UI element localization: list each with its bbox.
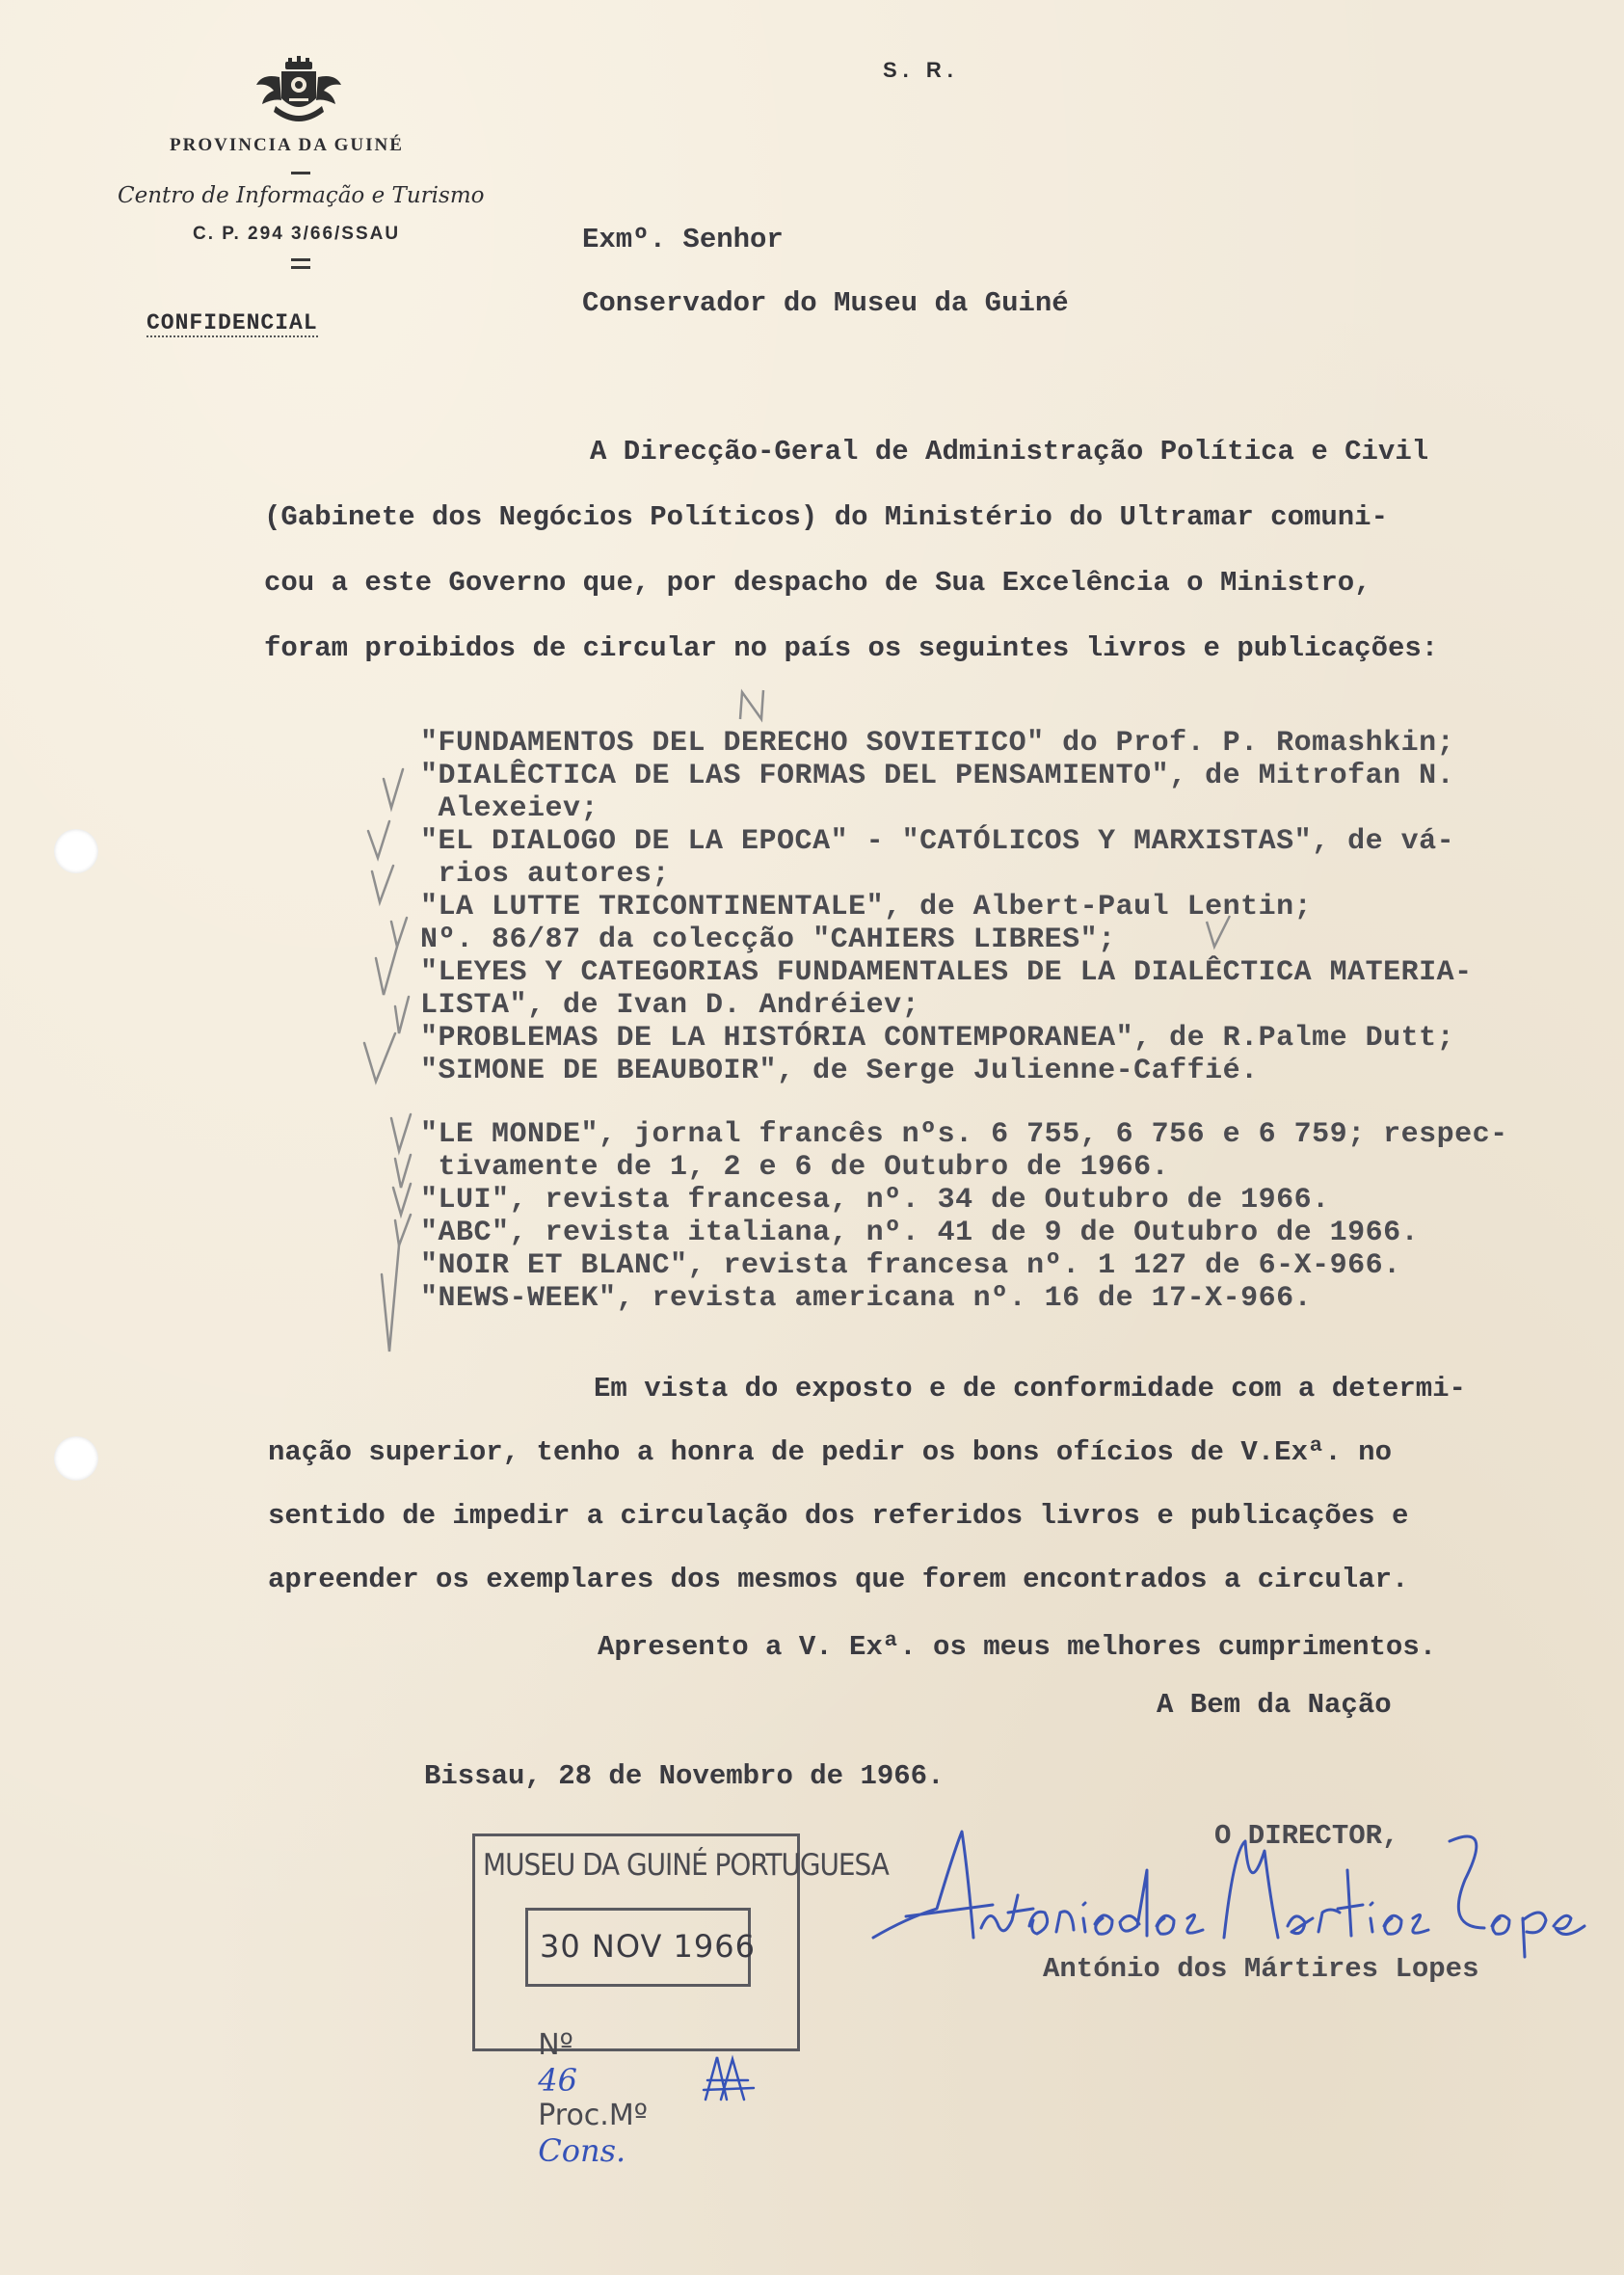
intro-line: cou a este Governo que, por despacho de Sua Excelência o Ministro, bbox=[264, 567, 1371, 599]
stamp-title: MUSEU DA GUINÉ PORTUGUESA bbox=[483, 1848, 889, 1883]
intro-line: (Gabinete dos Negócios Políticos) do Ministério do Ultramar comuni- bbox=[264, 501, 1388, 533]
signer-name: António dos Mártires Lopes bbox=[1043, 1953, 1479, 1985]
periodical-item: "LE MONDE", jornal francês nºs. 6 755, 6 756 e 6 759; respec- bbox=[420, 1118, 1508, 1151]
book-item: LISTA", de Ivan D. Andréiev; bbox=[420, 989, 920, 1022]
greeting: Apresento a V. Exª. os meus melhores cumprimentos. bbox=[598, 1631, 1437, 1663]
book-item: Alexeiev; bbox=[420, 792, 599, 825]
stamp-proc-number: 46 bbox=[538, 2062, 577, 2099]
periodical-item: "NEWS-WEEK", revista americana nº. 16 de 17-X-966. bbox=[420, 1282, 1313, 1315]
stamp-date: 30 NOV 1966 bbox=[540, 1928, 756, 1965]
letterhead-province: PROVINCIA DA GUINÉ bbox=[170, 135, 404, 155]
letterhead-divider bbox=[291, 258, 310, 261]
closing-line: nação superior, tenho a honra de pedir os bons ofícios de V.Exª. no bbox=[268, 1436, 1392, 1468]
stamp-proc-label: Nº bbox=[538, 2028, 573, 2062]
pencil-mark bbox=[734, 686, 773, 725]
director-title: O DIRECTOR, bbox=[1214, 1820, 1399, 1852]
punch-hole bbox=[54, 1436, 98, 1481]
letterhead-divider bbox=[291, 172, 310, 174]
salutation: A Bem da Nação bbox=[1157, 1689, 1392, 1721]
letterhead-centro: Centro de Informação e Turismo bbox=[118, 183, 485, 208]
pencil-check-marks bbox=[357, 686, 434, 1361]
closing-line: Em vista do exposto e de conformidade com a determi- bbox=[594, 1373, 1466, 1405]
intro-line: foram proibidos de circular no país os seguintes livros e publicações: bbox=[264, 632, 1439, 664]
book-item: "FUNDAMENTOS DEL DERECHO SOVIETICO" do Prof. P. Romashkin; bbox=[420, 727, 1455, 760]
book-item: Nº. 86/87 da colecção "CAHIERS LIBRES"; bbox=[420, 923, 1116, 956]
book-item: "LEYES Y CATEGORIAS FUNDAMENTALES DE LA DIALÊCTICA MATERIA- bbox=[420, 956, 1473, 989]
periodical-item: tivamente de 1, 2 e 6 de Outubro de 1966. bbox=[420, 1151, 1170, 1184]
book-item: "SIMONE DE BEAUBOIR", de Serge Julienne-Caffié. bbox=[420, 1055, 1259, 1087]
stamp-proc-hand: Cons. bbox=[538, 2132, 626, 2169]
book-item: rios autores; bbox=[420, 858, 671, 891]
intro-line: A Direcção-Geral de Administração Política e Civil bbox=[590, 436, 1429, 468]
book-item: "LA LUTTE TRICONTINENTALE", de Albert-Paul Lentin; bbox=[420, 891, 1313, 923]
closing-line: apreender os exemplares dos mesmos que forem encontrados a circular. bbox=[268, 1564, 1409, 1595]
security-mark: S. R. bbox=[883, 58, 959, 82]
stamp-proc-text: Proc.Mº bbox=[538, 2099, 648, 2132]
initials-mark bbox=[700, 2051, 758, 2105]
letterhead-reference: C. P. 294 3/66/SSAU bbox=[193, 224, 401, 244]
museum-stamp bbox=[472, 1833, 889, 2169]
periodical-item: "LUI", revista francesa, nº. 34 de Outubro de 1966. bbox=[420, 1184, 1330, 1217]
classification-mark: CONFIDENCIAL bbox=[146, 310, 318, 335]
periodical-item: "NOIR ET BLANC", revista francesa nº. 1 127 de 6-X-966. bbox=[420, 1249, 1401, 1282]
place-date: Bissau, 28 de Novembro de 1966. bbox=[424, 1760, 945, 1792]
handwritten-signature bbox=[867, 1812, 1600, 1967]
periodical-item: "ABC", revista italiana, nº. 41 de 9 de Outubro de 1966. bbox=[420, 1217, 1420, 1249]
book-item: "PROBLEMAS DE LA HISTÓRIA CONTEMPORANEA", de R.Palme Dutt; bbox=[420, 1022, 1455, 1055]
pencil-mark bbox=[1201, 912, 1236, 950]
book-item: "DIALÊCTICA DE LAS FORMAS DEL PENSAMIENTO", de Mitrofan N. bbox=[420, 760, 1455, 792]
letterhead-divider bbox=[291, 266, 310, 269]
addressee-title: Conservador do Museu da Guiné bbox=[582, 287, 1069, 319]
addressee-salutation: Exmº. Senhor bbox=[582, 224, 784, 255]
book-item: "EL DIALOGO DE LA EPOCA" - "CATÓLICOS Y MARXISTAS", de vá- bbox=[420, 825, 1455, 858]
stamp-date-box bbox=[525, 1908, 756, 1987]
closing-line: sentido de impedir a circulação dos referidos livros e publicações e bbox=[268, 1500, 1409, 1532]
punch-hole bbox=[54, 829, 98, 873]
stamp-proc-row bbox=[483, 1994, 648, 2203]
coat-of-arms-icon bbox=[253, 56, 345, 133]
